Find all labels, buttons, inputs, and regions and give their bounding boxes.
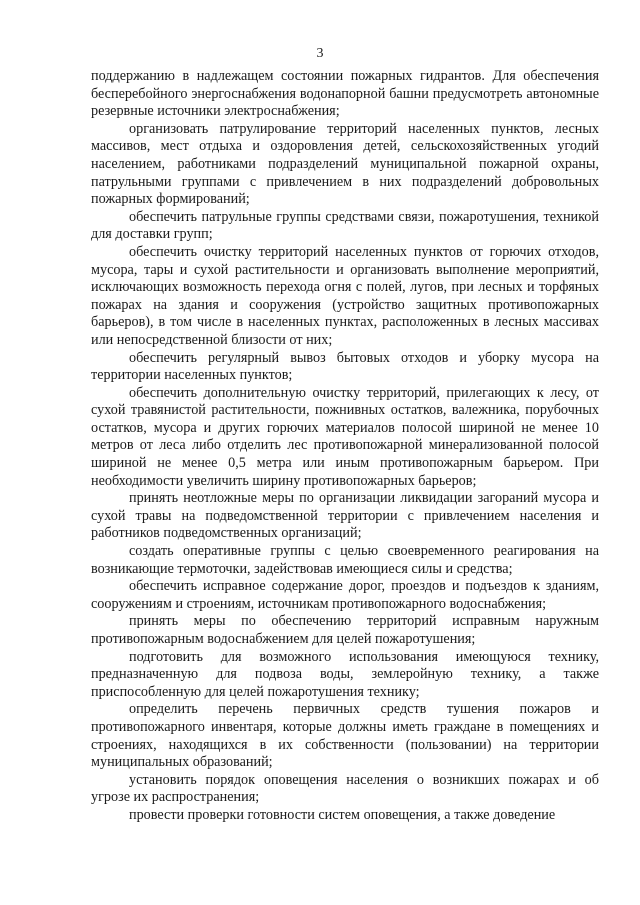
paragraph-primary-means: определить перечень первичных средств тушения пожаров и противопожарного инвентаря, которые должны иметь граждане в помещениях и строениях, находящихся в их собственности (пользовании) на территории муниципальных образований; bbox=[91, 701, 599, 771]
paragraph-equipment-preparation: подготовить для возможного использования имеющуюся технику, предназначенную для подвоза воды, землеройную технику, а также приспособленную для целей пожаротушения технику; bbox=[91, 648, 599, 700]
page-number: 3 bbox=[316, 46, 324, 61]
paragraph-patrol-equipment: обеспечить патрульные группы средствами связи, пожаротушения, техникой для доставки групп; bbox=[91, 208, 599, 243]
paragraph-notification-procedure: установить порядок оповещения населения о возникших пожарах и об угрозе их распространения; bbox=[91, 771, 599, 806]
paragraph-patrol-organization: организовать патрулирование территорий населенных пунктов, лесных массивов, мест отдыха и оздоровления детей, сельскохозяйственных угодий населением, работниками подразделений муниципальной пожарной охраны, патрульными группами с привлечением в них подразделений добровольных пожарных формирований; bbox=[91, 120, 599, 208]
paragraph-water-supply: принять меры по обеспечению территорий исправным наружным противопожарным водоснабжением для целей пожаротушения; bbox=[91, 613, 599, 647]
paragraph-waste-removal: обеспечить регулярный вывоз бытовых отходов и уборку мусора на территории населенных пунктов; bbox=[91, 349, 599, 384]
paragraph-forest-clearing: обеспечить дополнительную очистку территорий, прилегающих к лесу, от сухой травянистой растительности, пожнивных остатков, валежника, порубочных остатков, мусора и других горючих материалов полосой шириной не менее 10 метров от леса либо отделить лес противопожарной минерализованной полосой шириной не менее 0,5 метра или иным противопожарным барьером. При необходимости увеличить ширину противопожарных барьеров; bbox=[91, 384, 599, 489]
document-body bbox=[91, 68, 599, 825]
paragraph-roads-maintenance: обеспечить исправное содержание дорог, проездов и подъездов к зданиям, сооружениям и строениям, источникам противопожарного водоснабжения; bbox=[91, 578, 599, 612]
paragraph-territory-cleaning: обеспечить очистку территорий населенных пунктов от горючих отходов, мусора, тары и сухой растительности и организовать выполнение мероприятий, исключающих возможность перехода огня с полей, лугов, при лесных и торфяных пожарах на здания и сооружения (устройство защитных противопожарных барьеров), в том числе в населенных пунктах, расположенных в лесных массивах или непосредственной близости от них; bbox=[91, 243, 599, 348]
paragraph-system-checks: провести проверки готовности систем оповещения, а также доведение bbox=[129, 806, 556, 823]
paragraph-continued: поддержанию в надлежащем состоянии пожарных гидрантов. Для обеспечения бесперебойного энергоснабжения водонапорной башни предусмотреть автономные резервные источники электроснабжения; bbox=[91, 68, 599, 120]
paragraph-fire-liquidation: принять неотложные меры по организации ликвидации загораний мусора и сухой травы на подведомственной территории с привлечением населения и работников подведомственных организаций; bbox=[91, 490, 599, 542]
paragraph-operational-groups: создать оперативные группы с целью своевременного реагирования на возникающие термоточки, задействовав имеющиеся силы и средства; bbox=[91, 543, 599, 577]
